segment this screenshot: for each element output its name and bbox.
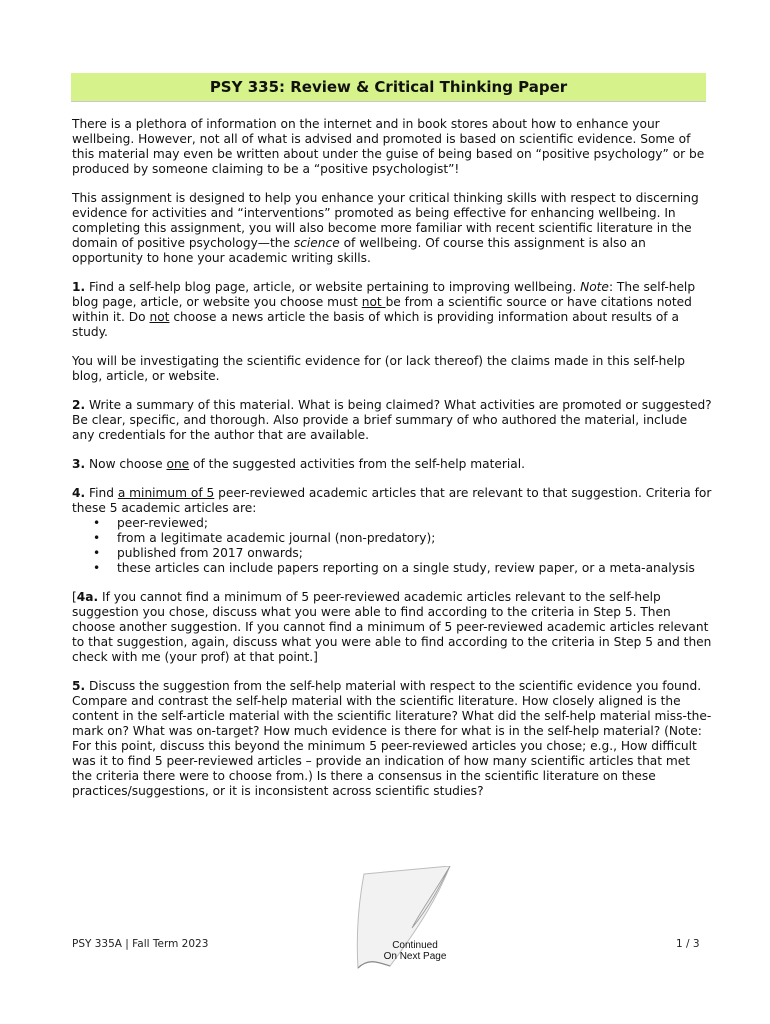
document-body: [72, 117, 712, 813]
step-2: 2. Write a summary of this material. What is being claimed? What activities are promoted or suggested? Be clear, specific, and thorough. Also provide a brief summary of who authored the material, include any credentials for the author that are available.: [72, 398, 712, 442]
step-5: 5. Discuss the suggestion from the self-help material with respect to the scientific evidence you found. Compare and contrast the self-help material with the scientific literature. How closely aligned is the content in the self-article material with the scientific literature? What did the self-help material miss-the-mark on? What was on-target? How much evidence is there for what is in the self-help material? (Note: For this point, discuss this beyond the minimum 5 peer-reviewed articles you chose; e.g., How difficult was it to find 5 peer-reviewed articles – provide an indication of how many scientific articles that met the criteria there were to choose from.) Is there a consensus in the scientific literature on these practices/suggestions, or it is inconsistent across scientific studies?: [72, 679, 712, 798]
step-number: 5.: [72, 679, 86, 693]
investigate-paragraph: You will be investigating the scientific evidence for (or lack thereof) the claims made in this self-help blog, article, or website.: [72, 354, 685, 383]
step-number: 2.: [72, 398, 86, 412]
minimum-underline: a minimum of 5: [117, 486, 215, 500]
footer-course: PSY 335A | Fall Term 2023: [72, 938, 209, 950]
step-1: 1. Find a self-help blog page, article, or website pertaining to improving wellbeing. Note: The self-help blog page, article, or website you choose must not be from a scientific source or have citations noted within it. Do not choose a news article the basis of which is providing information about results of a study.: [72, 280, 696, 339]
intro-paragraph-2: This assignment is designed to help you enhance your critical thinking skills with respect to discerning evidence for activities and “interventions” promoted as being effective for enhancing wellbeing. In completing this assignment, you will also become more familiar with recent scientific literature in the domain of positive psychology—the science of wellbeing. Of course this assignment is also an opportunity to hone your academic writing skills.: [72, 191, 699, 265]
step-4a: [4a. If you cannot find a minimum of 5 peer-reviewed academic articles relevant to the self-help suggestion you chose, discuss what you were able to find according to the criteria in Step 5. Then choose another suggestion. If you cannot find a minimum of 5 peer-reviewed academic articles relevant to that suggestion, again, discuss what you were able to find according to the criteria in Step 5 and then check with me (your prof) at that point.]: [72, 590, 712, 664]
one-underline: one: [166, 457, 190, 471]
step-4: 4. Find a minimum of 5 peer-reviewed academic articles that are relevant to that suggestion. Criteria for these 5 academic articles are:: [72, 486, 712, 515]
step-number: 4a.: [76, 590, 99, 604]
step-number: 3.: [72, 457, 86, 471]
title-bar: [71, 73, 706, 102]
note-emphasis: Note: [580, 280, 609, 294]
intro-paragraph-1: There is a plethora of information on the internet and in book stores about how to enhance your wellbeing. However, not all of what is advised and promoted is based on scientific evidence. Some of this material may even be written about under the guise of being based on “positive psychology” or be produced by someone claiming to be a “positive psychologist”!: [72, 117, 705, 176]
not-underline: not: [361, 295, 386, 309]
page-number: 1 / 3: [676, 938, 700, 950]
page-title: PSY 335: Review & Critical Thinking Paper: [209, 78, 568, 96]
not-underline: not: [149, 310, 170, 324]
step-3: 3. Now choose one of the suggested activities from the self-help material.: [72, 457, 525, 471]
list-item: • peer-reviewed;: [117, 516, 712, 531]
continued-label: Continued On Next Page: [383, 940, 447, 962]
list-item: • published from 2017 onwards;: [117, 546, 712, 561]
criteria-list: [72, 516, 712, 576]
science-emphasis: science: [293, 236, 340, 250]
list-item: • from a legitimate academic journal (non-predatory);: [117, 531, 712, 546]
step-number: 4.: [72, 486, 86, 500]
list-item: • these articles can include papers reporting on a single study, review paper, or a meta-analysis: [117, 561, 712, 576]
step-number: 1.: [72, 280, 86, 294]
